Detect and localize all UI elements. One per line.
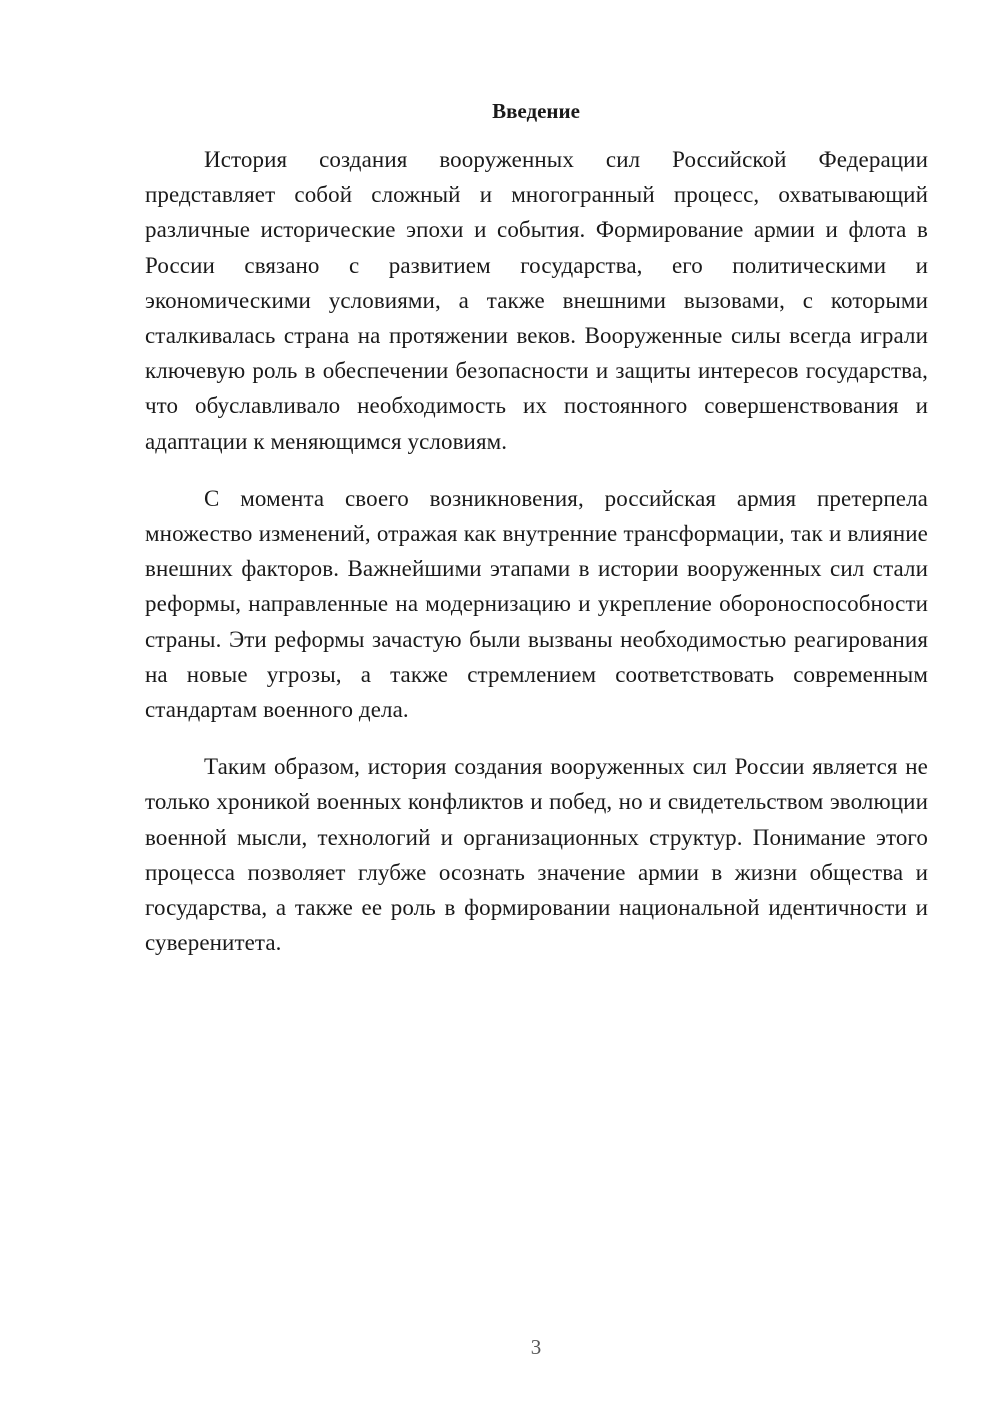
document-body	[145, 142, 928, 982]
paragraph: С момента своего возникновения, российская армия претерпела множество изменений, отражая как внутренние трансформации, так и влияние внешних факторов. Важнейшими этапами в истории вооруженных сил стали реформы, направленные на модернизацию и укрепление обороноспособности страны. Эти реформы зачастую были вызваны необходимостью реагирования на новые угрозы, а также стремлением соответствовать современным стандартам военного дела.	[145, 485, 928, 723]
paragraph: История создания вооруженных сил Российской Федерации представляет собой сложный и многогранный процесс, охватывающий различные исторические эпохи и события. Формирование армии и флота в России связано с развитием государства, его политическими и экономическими условиями, а также внешними вызовами, с которыми сталкивалась страна на протяжении веков. Вооруженные силы всегда играли ключевую роль в обеспечении безопасности и защиты интересов государства, что обуславливало необходимость их постоянного совершенствования и адаптации к меняющимся условиям.	[145, 147, 928, 454]
paragraph: Таким образом, история создания вооруженных сил России является не только хроникой военных конфликтов и побед, но и свидетельством эволюции военной мысли, технологий и организационных структур. Понимание этого процесса позволяет глубже осознать значение армии в жизни общества и государства, а также ее роль в формировании национальной идентичности и суверенитета.	[145, 754, 928, 956]
page-number: 3	[530, 1335, 542, 1359]
section-title: Введение	[492, 99, 580, 123]
